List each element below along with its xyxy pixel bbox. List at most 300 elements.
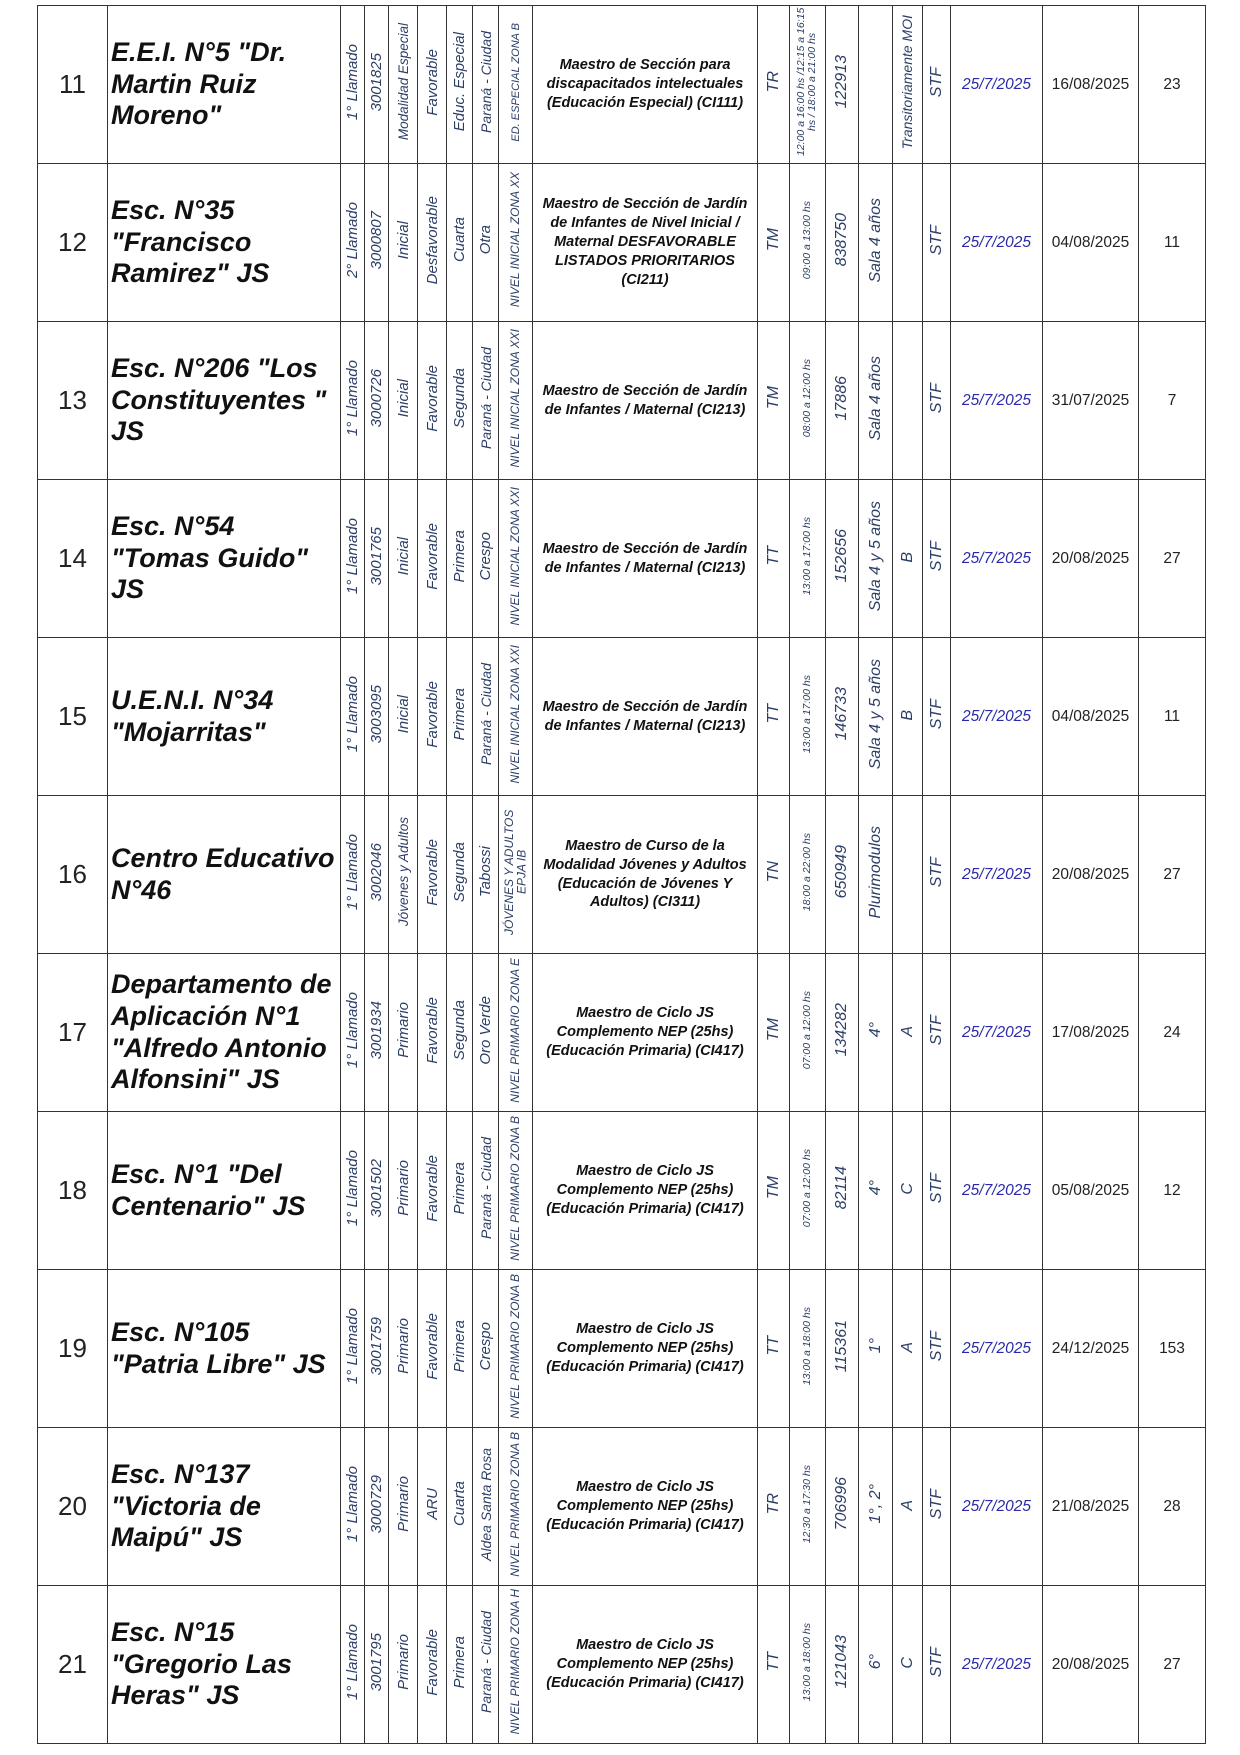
supervision-cell (499, 954, 533, 1112)
row-number: 19 (38, 1270, 108, 1428)
position-id: 17886 (833, 375, 850, 421)
group-cell (893, 1428, 923, 1586)
supervision-cell (499, 322, 533, 480)
publication-date: 25/7/2025 (951, 1586, 1043, 1744)
table-row (38, 1428, 1206, 1586)
position-id: 152656 (833, 529, 850, 583)
school-category: Segunda (451, 841, 468, 903)
section: Sala 4 años (866, 355, 884, 441)
shift: TM (764, 228, 782, 252)
position-id: 838750 (833, 213, 850, 267)
call-number: 1° Llamado (344, 359, 361, 437)
position-id: 706996 (833, 1477, 850, 1531)
position-id: 650949 (833, 845, 850, 899)
supervision-zone: NIVEL PRIMARIO ZONA B (508, 1115, 523, 1261)
position-character: STF (927, 382, 945, 414)
days-count: 12 (1139, 1112, 1206, 1270)
days-count: 23 (1139, 6, 1206, 164)
code-cell (365, 6, 389, 164)
schedule-cell (790, 1270, 826, 1428)
character-cell (923, 6, 951, 164)
level-cell (389, 1586, 418, 1744)
shift-cell (758, 6, 790, 164)
level-cell (389, 1428, 418, 1586)
id-cell (826, 480, 859, 638)
level-cell (389, 638, 418, 796)
id-cell (826, 1586, 859, 1744)
supervision-zone: NIVEL PRIMARIO ZONA B (508, 1431, 523, 1577)
education-level: Inicial (394, 220, 412, 260)
position-character: STF (927, 1646, 945, 1678)
supervision-zone: NIVEL INICIAL ZONA XXI (508, 486, 523, 626)
supervision-zone: JÓVENES Y ADULTOS EPJA IB (501, 809, 529, 935)
call-cell (341, 1428, 365, 1586)
school-code: 3000726 (368, 368, 385, 428)
supervision-cell (499, 796, 533, 954)
table-row (38, 6, 1206, 164)
call-cell (341, 1270, 365, 1428)
school-name: E.E.I. N°5 "Dr. Martin Ruiz Moreno" (108, 6, 341, 164)
days-count: 27 (1139, 1586, 1206, 1744)
locality: Paraná - Ciudad (477, 1137, 494, 1239)
position-title: Maestro de Sección para discapacitados intelectuales (Educación Especial) (CI111) (533, 6, 758, 164)
zone-type: Favorable (423, 838, 441, 906)
school-code: 3001825 (368, 52, 385, 112)
publication-date: 25/7/2025 (951, 796, 1043, 954)
id-cell (826, 954, 859, 1112)
schedule: 07:00 a 12:00 hs (800, 1148, 813, 1228)
zone-type: Favorable (423, 1312, 441, 1380)
shift-cell (758, 1428, 790, 1586)
row-number: 11 (38, 6, 108, 164)
position-character: STF (927, 1014, 945, 1046)
level-cell (389, 6, 418, 164)
supervision-cell (499, 164, 533, 322)
publication-date: 25/7/2025 (951, 6, 1043, 164)
publication-date: 25/7/2025 (951, 1428, 1043, 1586)
supervision-zone: NIVEL PRIMARIO ZONA B (508, 1273, 523, 1419)
locality-cell (473, 638, 499, 796)
character-cell (923, 322, 951, 480)
supervision-cell (499, 1270, 533, 1428)
school-name: Esc. N°54 "Tomas Guido" JS (108, 480, 341, 638)
supervision-cell (499, 638, 533, 796)
school-code: 3000807 (368, 210, 385, 270)
group-cell (893, 1112, 923, 1270)
shift-cell (758, 1270, 790, 1428)
schedule-cell (790, 954, 826, 1112)
level-cell (389, 322, 418, 480)
days-count: 11 (1139, 638, 1206, 796)
id-cell (826, 1112, 859, 1270)
schedule: 13:00 a 17:00 hs (800, 674, 813, 754)
character-cell (923, 954, 951, 1112)
days-count: 11 (1139, 164, 1206, 322)
zone-type: Favorable (423, 1628, 441, 1696)
call-cell (341, 164, 365, 322)
group: A (898, 1025, 916, 1037)
call-number: 1° Llamado (344, 991, 361, 1069)
locality-cell (473, 1270, 499, 1428)
zone-type-cell (418, 638, 447, 796)
position-title: Maestro de Sección de Jardín de Infantes / Maternal (CI213) (533, 638, 758, 796)
code-cell (365, 1586, 389, 1744)
shift: TR (764, 71, 782, 93)
school-code: 3003095 (368, 684, 385, 744)
vacancies-table (37, 5, 1206, 1744)
group-cell (893, 480, 923, 638)
schedule: 13:00 a 17:00 hs (800, 516, 813, 596)
category-cell (447, 638, 473, 796)
category-cell (447, 322, 473, 480)
schedule: 07:00 a 12:00 hs (800, 990, 813, 1070)
schedule-cell (790, 1586, 826, 1744)
table-row (38, 638, 1206, 796)
character-cell (923, 1586, 951, 1744)
locality: Paraná - Ciudad (477, 663, 494, 765)
zone-type: Favorable (423, 996, 441, 1064)
locality: Paraná - Ciudad (477, 347, 494, 449)
days-count: 27 (1139, 480, 1206, 638)
shift: TM (764, 386, 782, 410)
section: Sala 4 y 5 años (866, 658, 884, 770)
schedule-cell (790, 638, 826, 796)
call-number: 1° Llamado (344, 675, 361, 753)
locality-cell (473, 954, 499, 1112)
call-cell (341, 480, 365, 638)
locality-cell (473, 164, 499, 322)
shift: TT (764, 1336, 782, 1356)
call-number: 1° Llamado (344, 517, 361, 595)
code-cell (365, 1428, 389, 1586)
locality: Paraná - Ciudad (477, 31, 494, 133)
publication-date: 25/7/2025 (951, 1112, 1043, 1270)
supervision-zone: NIVEL PRIMARIO ZONA E (508, 957, 523, 1103)
table-row (38, 954, 1206, 1112)
schedule-cell (790, 1112, 826, 1270)
zone-type-cell (418, 1112, 447, 1270)
locality-cell (473, 1112, 499, 1270)
school-name: Esc. N°105 "Patria Libre" JS (108, 1270, 341, 1428)
zone-type: Favorable (423, 1154, 441, 1222)
schedule: 12:30 a 17:30 hs (800, 1464, 813, 1544)
school-name: Esc. N°15 "Gregorio Las Heras" JS (108, 1586, 341, 1744)
section-cell (859, 1270, 893, 1428)
shift: TT (764, 1652, 782, 1672)
id-cell (826, 1428, 859, 1586)
section: Plurimodulos (866, 825, 884, 919)
section-cell (859, 1112, 893, 1270)
level-cell (389, 796, 418, 954)
row-number: 20 (38, 1428, 108, 1586)
id-cell (826, 638, 859, 796)
school-category: Segunda (451, 367, 468, 429)
table-row (38, 1112, 1206, 1270)
school-category: Segunda (451, 999, 468, 1061)
table-row (38, 480, 1206, 638)
section-cell (859, 954, 893, 1112)
publication-date: 25/7/2025 (951, 1270, 1043, 1428)
locality-cell (473, 322, 499, 480)
call-cell (341, 322, 365, 480)
schedule: 18:00 a 22:00 hs (800, 832, 813, 912)
locality-cell (473, 6, 499, 164)
supervision-zone: NIVEL INICIAL ZONA XXI (508, 328, 523, 468)
locality: Oro Verde (477, 995, 494, 1065)
call-cell (341, 796, 365, 954)
code-cell (365, 1270, 389, 1428)
closing-date: 04/08/2025 (1043, 164, 1139, 322)
section-cell (859, 6, 893, 164)
education-level: Inicial (394, 694, 412, 734)
category-cell (447, 1428, 473, 1586)
section: 6° (866, 1654, 884, 1670)
school-category: Educ. Especial (451, 32, 468, 132)
group: B (898, 709, 916, 721)
shift-cell (758, 164, 790, 322)
school-name: Esc. N°206 "Los Constituyentes " JS (108, 322, 341, 480)
shift: TT (764, 546, 782, 566)
zone-type: Favorable (423, 680, 441, 748)
level-cell (389, 954, 418, 1112)
call-cell (341, 638, 365, 796)
position-title: Maestro de Ciclo JS Complemento NEP (25hs) (Educación Primaria) (CI417) (533, 1428, 758, 1586)
supervision-zone: NIVEL INICIAL ZONA XX (508, 172, 523, 308)
schedule: 09:00 a 13:00 hs (800, 200, 813, 280)
zone-type-cell (418, 322, 447, 480)
shift-cell (758, 796, 790, 954)
closing-date: 16/08/2025 (1043, 6, 1139, 164)
position-title: Maestro de Curso de la Modalidad Jóvenes y Adultos (Educación de Jóvenes Y Adultos) (CI311) (533, 796, 758, 954)
position-id: 115361 (833, 1319, 850, 1373)
section: Sala 4 y 5 años (866, 500, 884, 612)
closing-date: 31/07/2025 (1043, 322, 1139, 480)
position-title: Maestro de Sección de Jardín de Infantes de Nivel Inicial / Maternal DESFAVORABLE LISTADOS PRIORITARIOS (CI211) (533, 164, 758, 322)
closing-date: 20/08/2025 (1043, 1586, 1139, 1744)
table-row (38, 322, 1206, 480)
section-cell (859, 1586, 893, 1744)
school-code: 3001502 (368, 1158, 385, 1218)
school-code: 3001759 (368, 1316, 385, 1376)
category-cell (447, 1112, 473, 1270)
group: C (898, 1182, 916, 1195)
table-row (38, 1270, 1206, 1428)
position-title: Maestro de Ciclo JS Complemento NEP (25hs) (Educación Primaria) (CI417) (533, 1586, 758, 1744)
closing-date: 20/08/2025 (1043, 796, 1139, 954)
position-character: STF (927, 1488, 945, 1520)
school-category: Primera (451, 1161, 468, 1215)
locality-cell (473, 1428, 499, 1586)
position-character: STF (927, 66, 945, 98)
shift-cell (758, 480, 790, 638)
section: 1°, 2° (866, 1484, 884, 1524)
locality: Otra (477, 225, 494, 255)
group-cell (893, 1270, 923, 1428)
supervision-zone: NIVEL PRIMARIO ZONA H (508, 1589, 523, 1735)
schedule-cell (790, 1428, 826, 1586)
days-count: 24 (1139, 954, 1206, 1112)
id-cell (826, 796, 859, 954)
school-category: Primera (451, 687, 468, 741)
locality: Crespo (477, 1321, 494, 1371)
position-character: STF (927, 698, 945, 730)
shift: TT (764, 704, 782, 724)
school-category: Cuarta (451, 217, 468, 263)
school-category: Primera (451, 1319, 468, 1373)
group: C (898, 1656, 916, 1669)
zone-type: Favorable (423, 364, 441, 432)
group-cell (893, 796, 923, 954)
row-number: 17 (38, 954, 108, 1112)
zone-type: Desfavorable (423, 195, 441, 285)
supervision-cell (499, 6, 533, 164)
school-code: 3000729 (368, 1474, 385, 1534)
closing-date: 17/08/2025 (1043, 954, 1139, 1112)
zone-type-cell (418, 1270, 447, 1428)
category-cell (447, 796, 473, 954)
call-cell (341, 1112, 365, 1270)
level-cell (389, 1270, 418, 1428)
group: Transitoriamente MOI (899, 14, 916, 150)
position-id: 122913 (833, 55, 850, 109)
id-cell (826, 164, 859, 322)
zone-type-cell (418, 1428, 447, 1586)
row-number: 14 (38, 480, 108, 638)
code-cell (365, 164, 389, 322)
supervision-cell (499, 1428, 533, 1586)
supervision-cell (499, 480, 533, 638)
school-name: Esc. N°35 "Francisco Ramirez" JS (108, 164, 341, 322)
code-cell (365, 322, 389, 480)
row-number: 18 (38, 1112, 108, 1270)
group-cell (893, 1586, 923, 1744)
section-cell (859, 480, 893, 638)
schedule-cell (790, 796, 826, 954)
school-category: Cuarta (451, 1481, 468, 1527)
schedule-cell (790, 322, 826, 480)
position-id: 82114 (833, 1166, 850, 1210)
closing-date: 04/08/2025 (1043, 638, 1139, 796)
zone-type: ARU (423, 1488, 441, 1520)
education-level: Inicial (394, 536, 412, 576)
level-cell (389, 480, 418, 638)
days-count: 27 (1139, 796, 1206, 954)
school-category: Primera (451, 1635, 468, 1689)
position-character: STF (927, 224, 945, 256)
closing-date: 05/08/2025 (1043, 1112, 1139, 1270)
shift: TR (764, 1493, 782, 1515)
code-cell (365, 638, 389, 796)
zone-type-cell (418, 954, 447, 1112)
character-cell (923, 164, 951, 322)
code-cell (365, 796, 389, 954)
school-name: Esc. N°137 "Victoria de Maipú" JS (108, 1428, 341, 1586)
zone-type: Favorable (423, 522, 441, 590)
shift: TM (764, 1018, 782, 1042)
position-character: STF (927, 1330, 945, 1362)
id-cell (826, 1270, 859, 1428)
zone-type: Favorable (423, 48, 441, 116)
category-cell (447, 954, 473, 1112)
school-code: 3001765 (368, 526, 385, 586)
position-id: 121043 (833, 1635, 850, 1689)
call-cell (341, 954, 365, 1112)
education-level: Primario (394, 1318, 412, 1374)
position-character: STF (927, 540, 945, 572)
shift-cell (758, 954, 790, 1112)
level-cell (389, 1112, 418, 1270)
group-cell (893, 6, 923, 164)
group-cell (893, 638, 923, 796)
locality-cell (473, 796, 499, 954)
supervision-cell (499, 1112, 533, 1270)
section-cell (859, 638, 893, 796)
locality: Aldea Santa Rosa (477, 1447, 494, 1561)
group-cell (893, 954, 923, 1112)
category-cell (447, 6, 473, 164)
row-number: 13 (38, 322, 108, 480)
row-number: 16 (38, 796, 108, 954)
locality: Tabossi (477, 846, 494, 898)
call-number: 1° Llamado (344, 1149, 361, 1227)
group: B (898, 551, 916, 563)
position-title: Maestro de Sección de Jardín de Infantes / Maternal (CI213) (533, 480, 758, 638)
publication-date: 25/7/2025 (951, 480, 1043, 638)
education-level: Modalidad Especial (395, 23, 411, 141)
zone-type-cell (418, 6, 447, 164)
call-number: 1° Llamado (344, 1307, 361, 1385)
row-number: 15 (38, 638, 108, 796)
schedule-cell (790, 6, 826, 164)
group-cell (893, 164, 923, 322)
locality-cell (473, 1586, 499, 1744)
character-cell (923, 1270, 951, 1428)
school-code: 3001934 (368, 1000, 385, 1060)
call-number: 2° Llamado (344, 201, 361, 279)
closing-date: 24/12/2025 (1043, 1270, 1139, 1428)
position-character: STF (927, 1172, 945, 1204)
call-number: 1° Llamado (344, 1623, 361, 1701)
locality: Crespo (477, 531, 494, 581)
school-category: Primera (451, 529, 468, 583)
days-count: 153 (1139, 1270, 1206, 1428)
schedule-cell (790, 164, 826, 322)
section-cell (859, 796, 893, 954)
shift: TN (764, 861, 782, 883)
call-number: 1° Llamado (344, 833, 361, 911)
education-level: Primario (394, 1476, 412, 1532)
position-title: Maestro de Ciclo JS Complemento NEP (25hs) (Educación Primaria) (CI417) (533, 954, 758, 1112)
education-level: Primario (394, 1634, 412, 1690)
locality: Paraná - Ciudad (477, 1611, 494, 1713)
section-cell (859, 322, 893, 480)
position-id: 146733 (833, 687, 850, 741)
category-cell (447, 1270, 473, 1428)
days-count: 28 (1139, 1428, 1206, 1586)
school-name: U.E.N.I. N°34 "Mojarritas" (108, 638, 341, 796)
section: 4° (866, 1022, 884, 1038)
publication-date: 25/7/2025 (951, 638, 1043, 796)
position-id: 134282 (833, 1003, 850, 1057)
code-cell (365, 1112, 389, 1270)
shift: TM (764, 1176, 782, 1200)
character-cell (923, 796, 951, 954)
character-cell (923, 638, 951, 796)
zone-type-cell (418, 164, 447, 322)
code-cell (365, 480, 389, 638)
section: Sala 4 años (866, 197, 884, 283)
section: 4° (866, 1180, 884, 1196)
